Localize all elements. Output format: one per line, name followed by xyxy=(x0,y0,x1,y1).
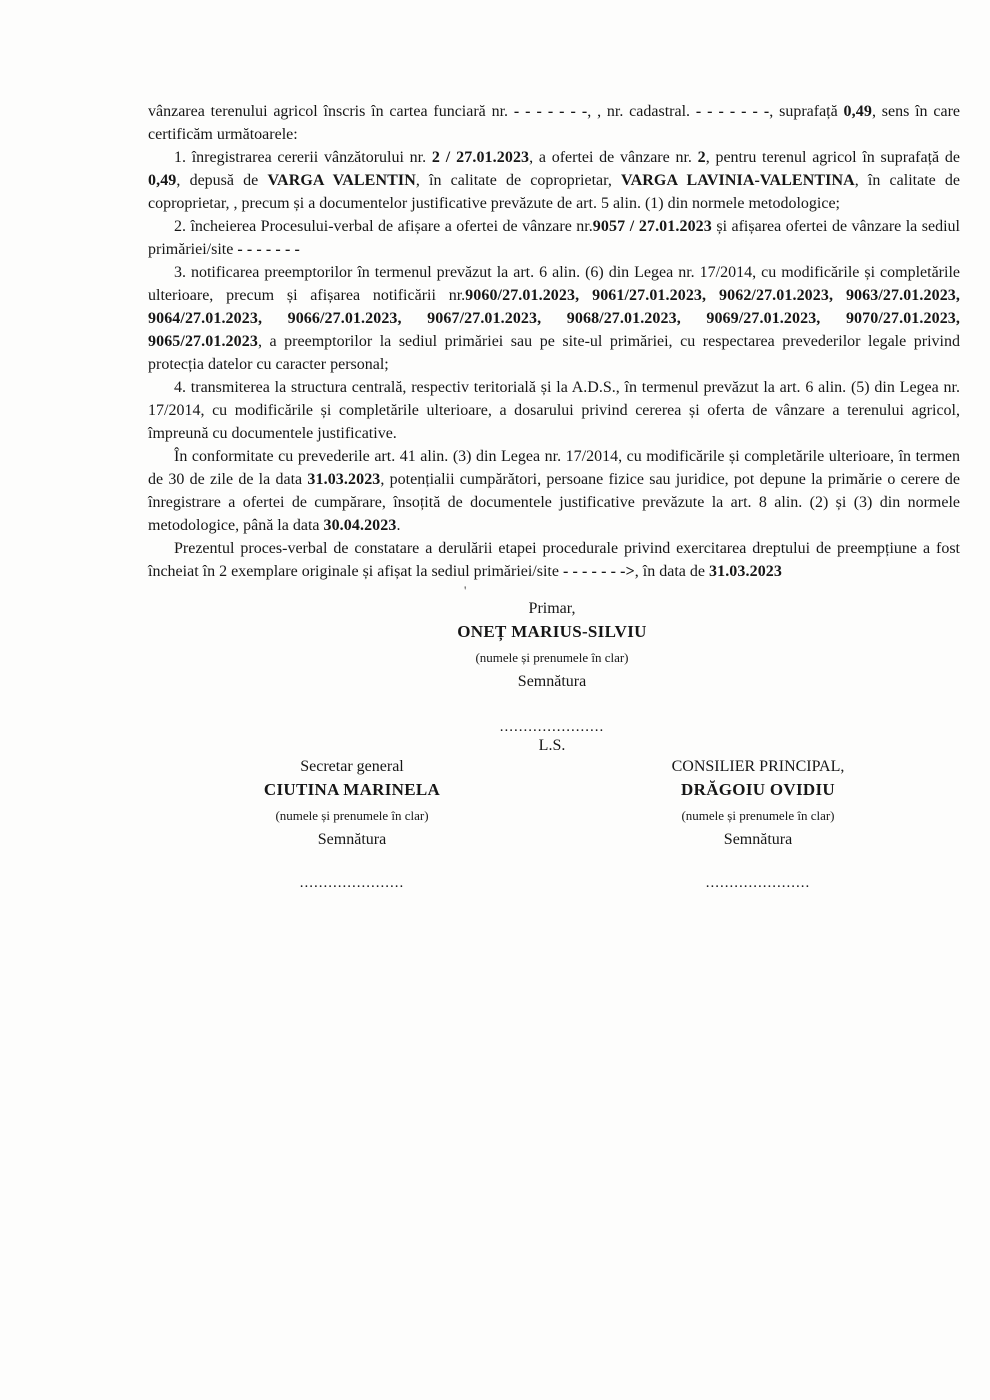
signature-block-consilier xyxy=(671,758,845,891)
text-run: În conformitate cu prevederile art. 41 alin. (3) din Legea nr. 17/2014, cu modificările și completările ulterioare, în termen de 30 de zile de la data xyxy=(148,448,960,488)
consilier-name: DRĂGOIU OVIDIU xyxy=(681,780,835,799)
data-incheiere: 31.03.2023 xyxy=(709,563,782,580)
text-run: , în calitate de coproprietar, xyxy=(415,172,621,189)
text-run: , în calitate de coproprietar, , precum și a documentelor justificative prevăzute de art. 5 alin. (1) din normele metodologice; xyxy=(148,172,961,212)
text-run: , depusă de xyxy=(176,172,268,189)
text-run: 2. încheierea Procesului-verbal de afișare a ofertei de vânzare nr. xyxy=(174,218,593,235)
consilier-signature-label: Semnătura xyxy=(723,831,793,848)
paragraph-item-1 xyxy=(148,146,960,215)
paragraph-conformitate xyxy=(148,445,960,537)
primar-name: ONEȚ MARIUS-SILVIU xyxy=(457,622,647,641)
secretar-name: CIUTINA MARINELA xyxy=(263,780,441,799)
cartea-funciara-dashes: - - - - - - - xyxy=(513,103,588,120)
paragraph-intro xyxy=(148,100,960,146)
text-run: , potențialii cumpărători, persoane fizice sau juridice, pot depune la primărie o cerere de înregistrare a ofertei de cumpărare, însoțită de documentele justificative prevăzute la art. 8 alin. (2) și (3) din normele metodologice, până la data xyxy=(148,471,961,534)
paragraph-closing xyxy=(148,537,960,583)
primar-name-note: (numele și prenumele în clar) xyxy=(475,650,629,665)
secretar-role-label: Secretar general xyxy=(300,758,404,775)
text-run: , suprafață xyxy=(769,103,844,120)
text-run: , pentru terenul agricol în suprafață de xyxy=(705,149,960,166)
text-run: . xyxy=(396,517,401,534)
primar-signature-dots: ...................... xyxy=(499,719,605,735)
consilier-name-note: (numele și prenumele în clar) xyxy=(681,808,835,823)
signature-block-secretar xyxy=(263,758,441,891)
primar-seal-label: L.S. xyxy=(538,737,566,754)
text-run: Prezentul proces-verbal de constatare a derulării etapei procedurale privind exercitarea dreptului de preempțiune a fost încheiat în 2 exemplare originale și afișat la sediul primăriei/site xyxy=(148,540,960,580)
secretar-signature-label: Semnătura xyxy=(317,831,387,848)
vanzator-name-1: VARGA VALENTIN xyxy=(267,172,416,189)
text-run: 3. notificarea preemptorilor în termenul prevăzut la art. 6 alin. (6) din Legea nr. 17/2014, cu modificările și completările ulterioare, precum și afișarea notificării nr. xyxy=(148,264,960,304)
text-run: 4. transmiterea la structura centrală, respectiv teritorială și la A.D.S., în termenul prevăzut la art. 6 alin. (5) din Legea nr. 17/2014, cu modificările și completările ulterioare, a dosarului privind cererea și oferta de vânzare a terenului agricol, împreună cu documentele justificative. xyxy=(148,379,960,442)
data-limita: 30.04.2023 xyxy=(323,517,397,534)
suprafata-value: 0,49 xyxy=(148,172,177,189)
notificari-numere: 9060/27.01.2023, 9061/27.01.2023, 9062/27.01.2023, 9063/27.01.2023, 9064/27.01.2023, 9066/27.01.2023, 9067/27.01.2023, 9068/27.01.2023, 9069/27.01.2023, 9070/27.01.2023, 9065/27.01.2023 xyxy=(148,287,960,350)
text-run: , , nr. cadastral. xyxy=(587,103,696,120)
paragraph-item-3 xyxy=(148,261,960,376)
site-dashes-arrow: - - - - - - -> xyxy=(562,563,635,580)
cerere-numar-data: 2 / 27.01.2023 xyxy=(431,149,530,166)
paragraph-item-4 xyxy=(148,376,960,445)
suprafata-value: 0,49 xyxy=(843,103,872,120)
signature-block-primar xyxy=(457,600,646,755)
cadastral-dashes: - - - - - - - xyxy=(695,103,770,120)
secretar-signature-dots: ...................... xyxy=(299,875,405,891)
text-run: , sens în care certificăm următoarele: xyxy=(148,103,960,143)
oferta-numar: 2 xyxy=(697,149,706,166)
consilier-signature-dots: ...................... xyxy=(705,875,811,891)
vanzator-name-2: VARGA LAVINIA-VALENTINA xyxy=(621,172,855,189)
site-dashes: - - - - - - - xyxy=(237,241,300,258)
text-run: , a preemptorilor la sediul primăriei sau pe site-ul primăriei, cu respectarea prevederilor legale privind protecția datelor cu caracter personal; xyxy=(148,333,960,373)
stray-scan-mark: ' xyxy=(464,583,467,598)
primar-role-label: Primar, xyxy=(528,600,576,617)
data-start: 31.03.2023 xyxy=(307,471,381,488)
text-run: vânzarea terenului agricol înscris în cartea funciară nr. xyxy=(148,103,514,120)
secretar-name-note: (numele și prenumele în clar) xyxy=(275,808,429,823)
text-run: , a ofertei de vânzare nr. xyxy=(529,149,698,166)
document-body xyxy=(148,100,960,583)
consilier-role-label: CONSILIER PRINCIPAL, xyxy=(671,758,845,775)
paragraph-item-2 xyxy=(148,215,960,261)
text-run: 1. înregistrarea cererii vânzătorului nr. xyxy=(174,149,432,166)
text-run: și afișarea ofertei de vânzare la sediul primăriei/site xyxy=(148,218,960,258)
text-run: , în data de xyxy=(634,563,709,580)
proces-verbal-numar-data: 9057 / 27.01.2023 xyxy=(592,218,712,235)
primar-signature-label: Semnătura xyxy=(517,673,587,690)
